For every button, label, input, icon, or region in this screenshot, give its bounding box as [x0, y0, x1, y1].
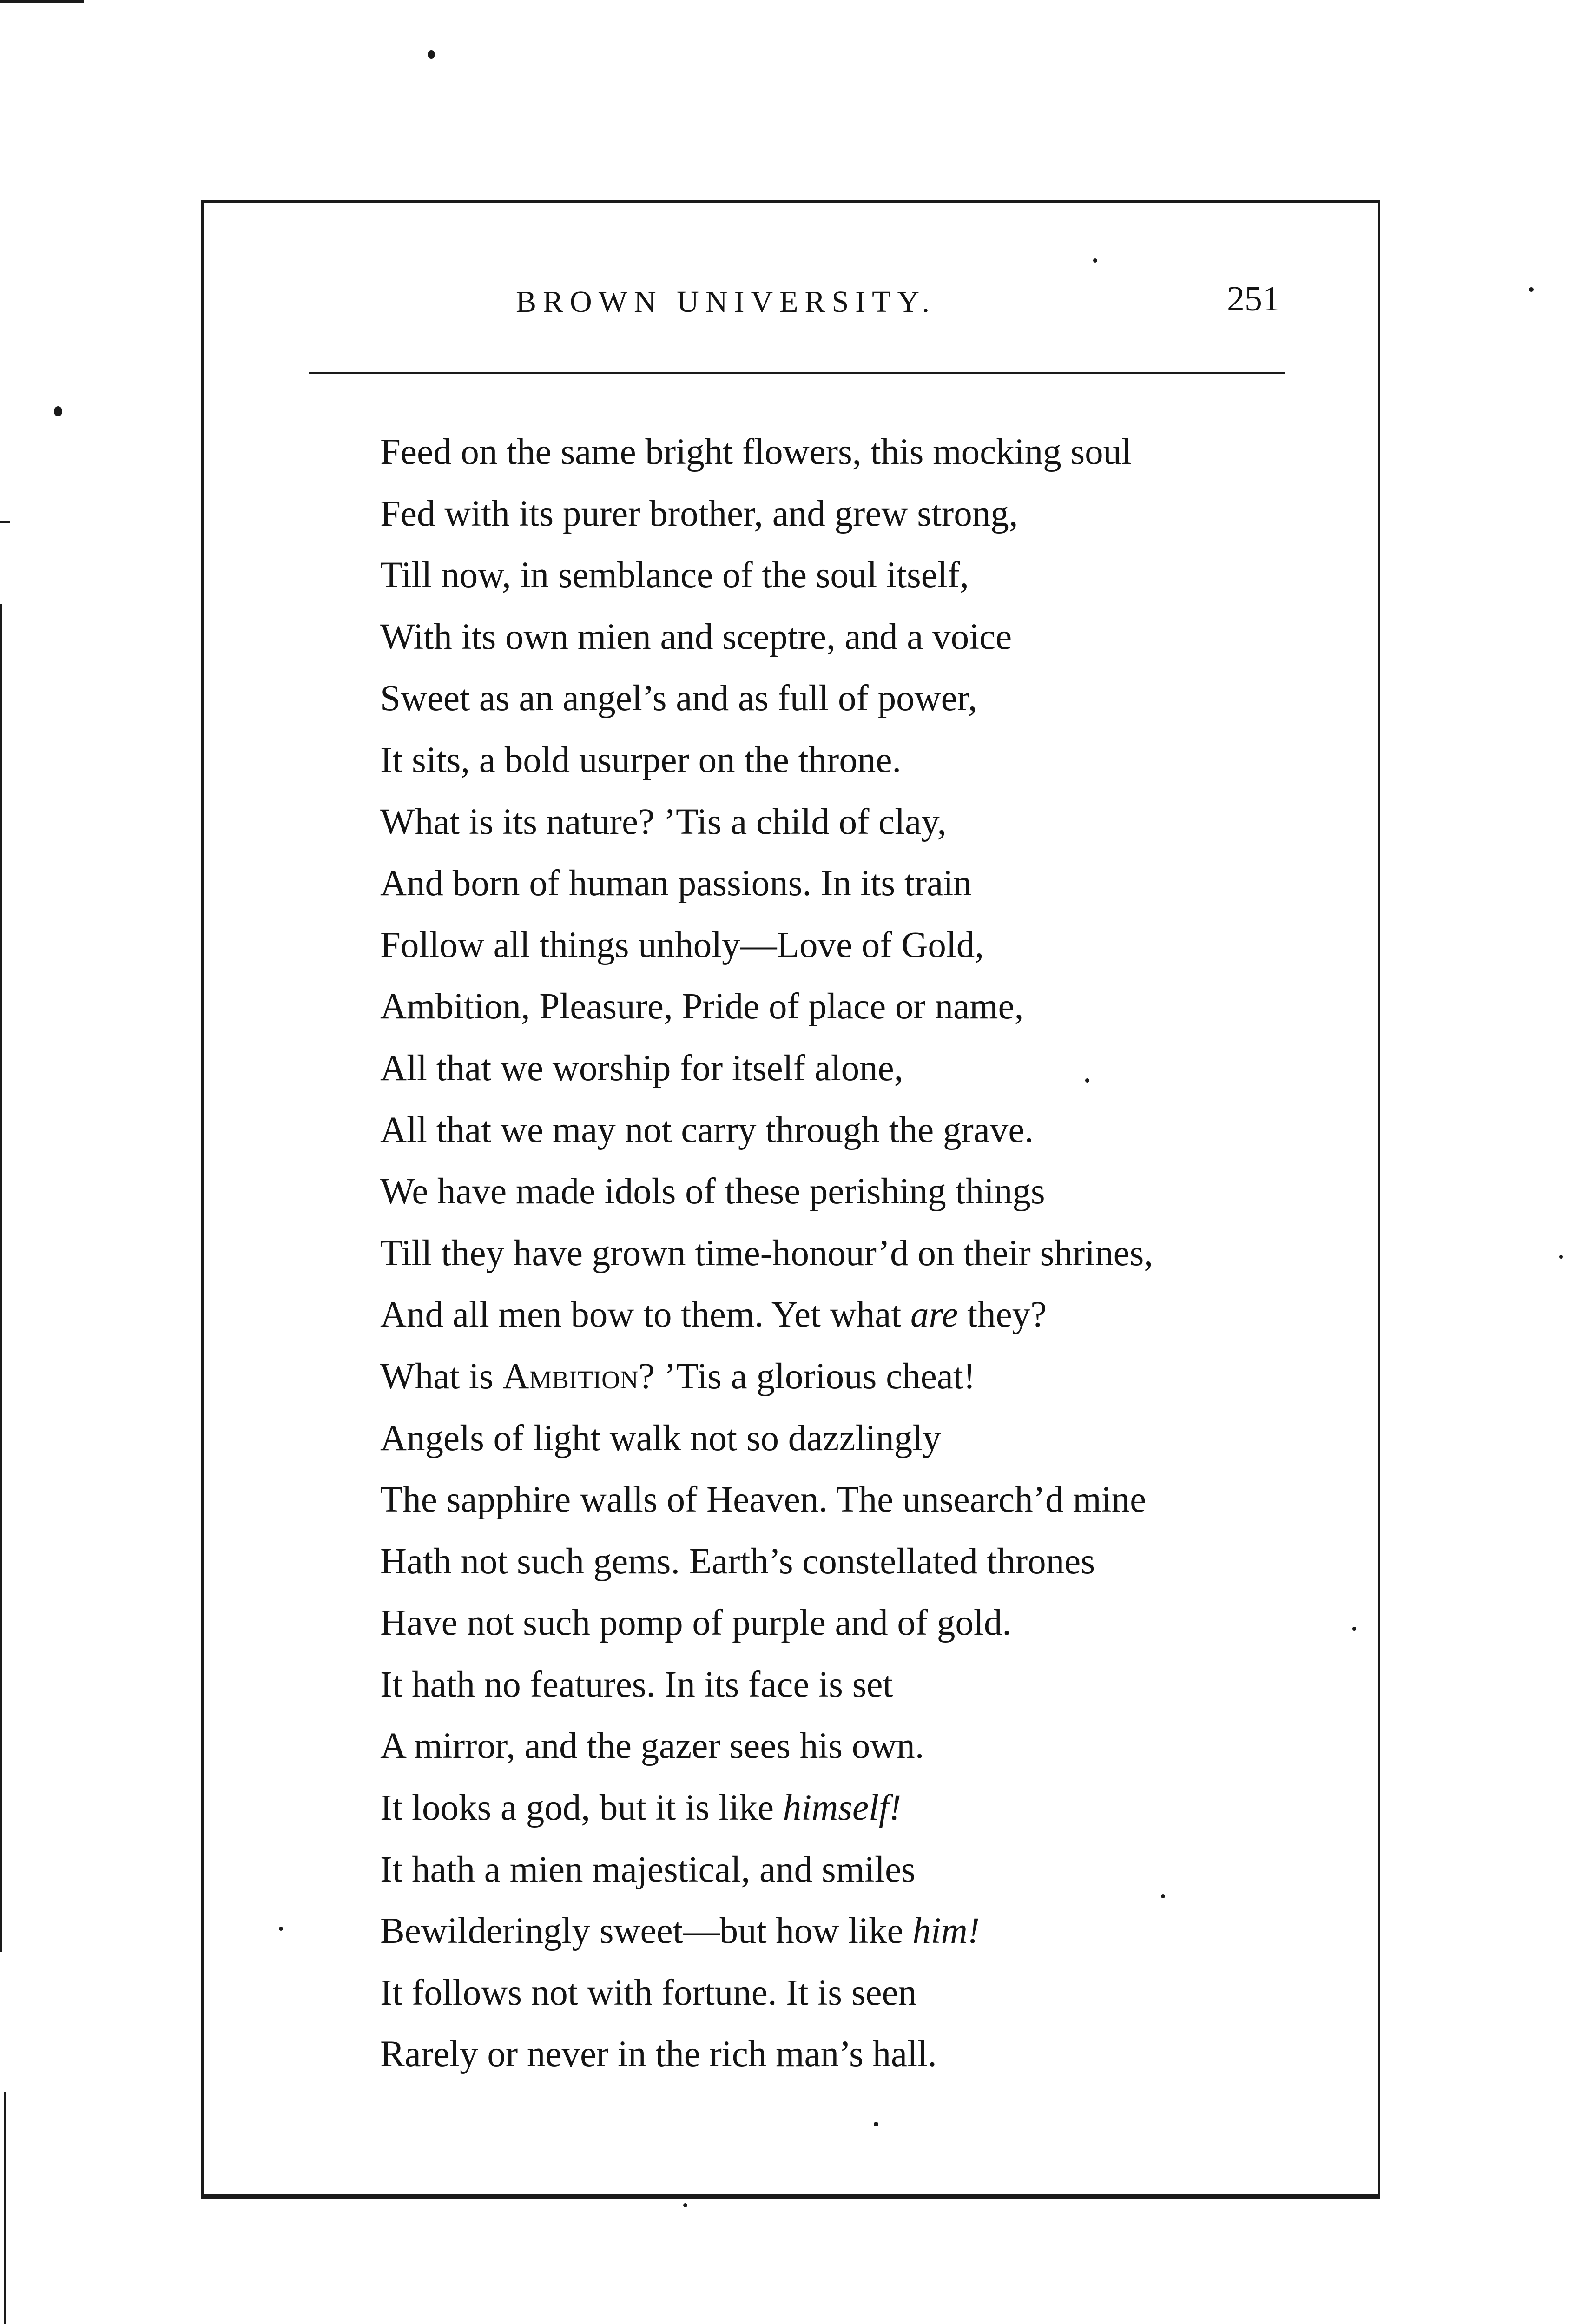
poem-line: Have not such pomp of purple and of gold. [380, 1603, 1012, 1644]
poem-line: Ambition, Pleasure, Pride of place or name, [380, 986, 1024, 1027]
poem-line: It hath a mien majestical, and smiles [380, 1849, 916, 1890]
scan-speck [1093, 258, 1097, 263]
poem-line [380, 1351, 1347, 1413]
poem-line: Till they have grown time-honour’d on their shrines, [380, 1233, 1154, 1274]
poem-line: Rarely or never in the rich man’s hall. [380, 2034, 937, 2075]
scan-speck [1085, 1078, 1089, 1083]
poem-text [380, 427, 1347, 2091]
scan-edge-line [4, 2092, 6, 2324]
scan-edge-line [0, 521, 10, 523]
poem-line: It follows not with fortune. It is seen [380, 1972, 917, 2013]
scan-edge-line [0, 604, 2, 1952]
poem-line: All that we may not carry through the grave. [380, 1109, 1034, 1150]
scan-speck [1352, 1627, 1356, 1631]
line-text: What is [380, 1356, 503, 1397]
poem-line [380, 1289, 1347, 1351]
poem-line: And born of human passions. In its train [380, 863, 972, 904]
poem-line: Hath not such gems. Earth’s constellated thrones [380, 1541, 1095, 1582]
poem-line: Fed with its purer brother, and grew strong, [380, 493, 1018, 534]
poem-line: Till now, in semblance of the soul itself, [380, 555, 969, 596]
scan-speck [874, 2122, 878, 2126]
poem-line: With its own mien and sceptre, and a voice [380, 616, 1012, 657]
poem-line: What is its nature? ’Tis a child of clay, [380, 801, 947, 842]
running-head: BROWN UNIVERSITY. [516, 285, 936, 319]
poem-line [380, 1906, 1347, 1967]
scan-speck [1559, 1255, 1563, 1259]
poem-line: A mirror, and the gazer sees his own. [380, 1726, 924, 1767]
poem-line: Follow all things unholy—Love of Gold, [380, 924, 984, 965]
poem-line [380, 1783, 1347, 1844]
line-text: they? [958, 1294, 1047, 1335]
scan-speck [1529, 287, 1534, 292]
scan-speck [54, 406, 62, 416]
poem-line: Feed on the same bright flowers, this mocking soul [380, 432, 1132, 472]
scan-edge-line [0, 0, 84, 3]
poem-line: The sapphire walls of Heaven. The unsearch’d mine [380, 1479, 1147, 1520]
poem-line: We have made idols of these perishing things [380, 1171, 1045, 1212]
italic-word: are [910, 1294, 958, 1335]
poem-line: It sits, a bold usurper on the throne. [380, 739, 902, 780]
italic-word: him! [912, 1911, 980, 1952]
page-number: 251 [1227, 279, 1280, 318]
header-rule [309, 372, 1285, 374]
poem-line: All that we worship for itself alone, [380, 1048, 903, 1089]
italic-word: himself! [783, 1788, 902, 1829]
scan-speck [279, 1927, 283, 1931]
scan-speck [1161, 1894, 1165, 1898]
line-text: And all men bow to them. Yet what [380, 1294, 911, 1335]
poem-line: It hath no features. In its face is set [380, 1664, 893, 1705]
poem-line: Sweet as an angel’s and as full of power, [380, 678, 977, 719]
small-caps-word: Ambition [502, 1356, 639, 1397]
line-text: Bewilderingly sweet—but how like [380, 1911, 913, 1952]
scan-speck [428, 50, 435, 59]
line-text: ? ’Tis a glorious cheat! [638, 1356, 976, 1397]
poem-line: Angels of light walk not so dazzlingly [380, 1418, 941, 1459]
scan-speck [683, 2203, 687, 2207]
line-text: It looks a god, but it is like [380, 1788, 783, 1829]
